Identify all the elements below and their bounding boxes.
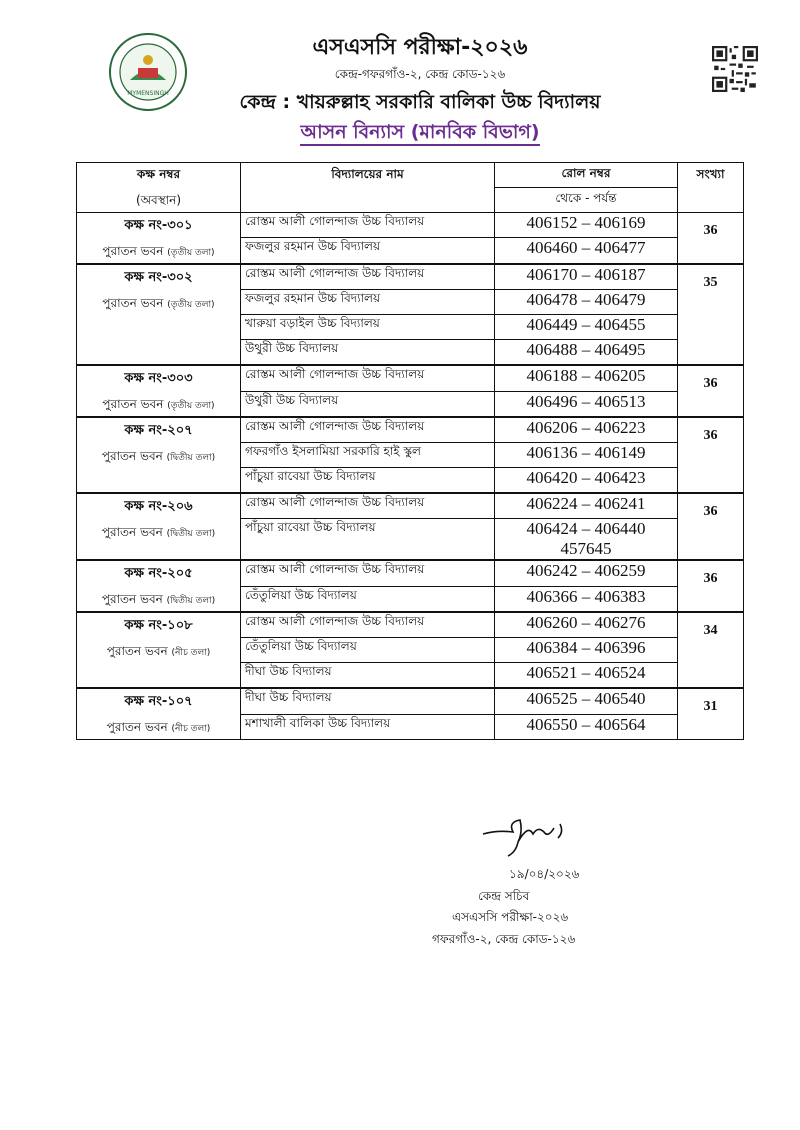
room-cell xyxy=(77,688,241,740)
room-number: কক্ষ নং-২০৬ xyxy=(124,499,193,514)
room-cell xyxy=(77,213,241,265)
roll-range xyxy=(495,238,678,264)
table-row xyxy=(77,688,744,714)
room-number: কক্ষ নং-১০৮ xyxy=(124,618,193,633)
roll-range xyxy=(495,213,678,238)
school-name: রোস্তম আলী গোলন্দাজ উচ্চ বিদ্যালয় xyxy=(241,560,495,586)
roll-range-text: 406188 – 406205 xyxy=(526,366,646,385)
table-row xyxy=(77,493,744,519)
roll-range-text: 406521 – 406524 xyxy=(526,663,646,682)
roll-range-text: 406496 – 406513 xyxy=(526,391,646,411)
room-number: কক্ষ নং-৩০৩ xyxy=(124,371,193,386)
table-row xyxy=(77,560,744,586)
center-name: কেন্দ্র : খায়রুল্লাহ সরকারি বালিকা উচ্চ বিদ্যালয় xyxy=(239,91,601,113)
signature xyxy=(478,812,578,862)
header-room-sub: (অবস্থান) xyxy=(135,193,182,207)
roll-range xyxy=(495,638,678,663)
room-building: পুরাতন ভবন xyxy=(101,525,163,539)
roll-range-text: 406525 – 406540 xyxy=(526,689,646,708)
school-name: রোস্তম আলী গোলন্দাজ উচ্চ বিদ্যালয় xyxy=(241,365,495,391)
room-building: পুরাতন ভবন xyxy=(102,244,164,258)
roll-range-text: 406260 – 406276 xyxy=(526,613,646,632)
table-row xyxy=(77,213,744,238)
room-cell xyxy=(77,560,241,612)
room-floor: (দ্বিতীয় তলা) xyxy=(166,453,216,463)
room-cell xyxy=(77,493,241,560)
school-name: রোস্তম আলী গোলন্দাজ উচ্চ বিদ্যালয় xyxy=(241,417,495,443)
roll-range xyxy=(495,612,678,638)
student-count: 31 xyxy=(678,688,744,740)
roll-range xyxy=(495,586,678,612)
student-count: 36 xyxy=(678,365,744,417)
room-location xyxy=(77,591,240,611)
room-cell xyxy=(77,264,241,365)
header-room xyxy=(77,163,241,213)
room-cell xyxy=(77,612,241,688)
school-name: পাঁচুয়া রাবেয়া উচ্চ বিদ্যালয় xyxy=(241,468,495,494)
seat-plan-table xyxy=(76,162,744,740)
logo-text: MYMENSINGH xyxy=(127,90,169,97)
roll-range xyxy=(495,560,678,586)
roll-range-text: 406449 – 406455 xyxy=(526,315,646,334)
school-name: তেঁতুলিয়া উচ্চ বিদ্যালয় xyxy=(241,638,495,663)
roll-range xyxy=(495,468,678,494)
room-cell xyxy=(77,417,241,493)
seat-plan-body xyxy=(77,213,744,740)
room-number: কক্ষ নং-৩০১ xyxy=(124,218,193,233)
seat-plan-heading-text: আসন বিন্যাস (মানবিক বিভাগ) xyxy=(300,121,539,146)
roll-extra: 457645 xyxy=(560,539,612,558)
seat-plan-heading xyxy=(20,118,800,150)
footer-date: ১৯/০৪/২০২৬ xyxy=(509,867,580,881)
school-name: দীঘা উচ্চ বিদ্যালয় xyxy=(241,688,495,714)
room-location xyxy=(77,643,240,663)
room-location xyxy=(77,719,240,739)
room-floor: (নীচ তলা) xyxy=(171,648,211,658)
roll-range-text: 406242 – 406259 xyxy=(526,561,646,580)
roll-range xyxy=(495,714,678,740)
roll-range xyxy=(495,315,678,340)
header-roll: রোল নম্বর xyxy=(495,163,678,188)
footer-exam: এসএসসি পরীক্ষা-২০২৬ xyxy=(452,910,569,924)
roll-range-text: 406460 – 406477 xyxy=(526,238,646,258)
room-cell xyxy=(77,365,241,417)
roll-range-text: 406224 – 406241 xyxy=(526,494,646,513)
room-building: পুরাতন ভবন xyxy=(106,644,168,658)
room-floor: (তৃতীয় তলা) xyxy=(167,248,215,258)
room-floor: (দ্বিতীয় তলা) xyxy=(166,529,216,539)
roll-range-text: 406488 – 406495 xyxy=(526,340,646,359)
roll-range-text: 406550 – 406564 xyxy=(526,714,646,734)
student-count: 36 xyxy=(678,493,744,560)
center-subtitle: কেন্দ্র-গফরগাঁও-২, কেন্দ্র কোড-১২৬ xyxy=(334,67,506,81)
room-location xyxy=(77,524,240,544)
footer-center-code: গফরগাঁও-২, কেন্দ্র কোড-১২৬ xyxy=(432,932,576,946)
roll-range xyxy=(495,493,678,519)
student-count: 35 xyxy=(678,264,744,365)
room-floor: (তৃতীয় তলা) xyxy=(167,401,215,411)
student-count: 34 xyxy=(678,612,744,688)
room-location xyxy=(77,448,240,468)
room-building: পুরাতন ভবন xyxy=(102,397,164,411)
room-location xyxy=(77,295,240,315)
roll-range xyxy=(495,443,678,468)
school-name: রোস্তম আলী গোলন্দাজ উচ্চ বিদ্যালয় xyxy=(241,264,495,290)
roll-range-text: 406206 – 406223 xyxy=(526,418,646,437)
table-row xyxy=(77,264,744,290)
school-name: ফজলুর রহমান উচ্চ বিদ্যালয় xyxy=(241,290,495,315)
table-row xyxy=(77,612,744,638)
header-room-label: কক্ষ নম্বর xyxy=(136,167,181,181)
room-building: পুরাতন ভবন xyxy=(101,449,163,463)
roll-range-text: 406170 – 406187 xyxy=(526,265,646,284)
roll-range-text: 406478 – 406479 xyxy=(526,290,646,309)
roll-range xyxy=(495,290,678,315)
school-name: উথুরী উচ্চ বিদ্যালয় xyxy=(241,391,495,417)
school-name: পাঁচুয়া রাবেয়া উচ্চ বিদ্যালয় xyxy=(241,519,495,561)
room-number: কক্ষ নং-৩০২ xyxy=(124,270,193,285)
table-row xyxy=(77,365,744,391)
room-floor: (তৃতীয় তলা) xyxy=(167,300,215,310)
student-count: 36 xyxy=(678,213,744,265)
student-count: 36 xyxy=(678,560,744,612)
header-count: সংখ্যা xyxy=(678,163,744,213)
student-count: 36 xyxy=(678,417,744,493)
roll-range xyxy=(495,688,678,714)
school-name: গফরগাঁও ইসলামিয়া সরকারি হাই স্কুল xyxy=(241,443,495,468)
roll-range-text: 406384 – 406396 xyxy=(526,638,646,657)
school-name: রোস্তম আলী গোলন্দাজ উচ্চ বিদ্যালয় xyxy=(241,612,495,638)
school-name: রোস্তম আলী গোলন্দাজ উচ্চ বিদ্যালয় xyxy=(241,213,495,238)
room-number: কক্ষ নং-২০৫ xyxy=(124,566,193,581)
school-name: খারুয়া বড়াইল উচ্চ বিদ্যালয় xyxy=(241,315,495,340)
roll-range xyxy=(495,340,678,366)
roll-range xyxy=(495,417,678,443)
roll-range xyxy=(495,264,678,290)
room-floor: (নীচ তলা) xyxy=(171,724,211,734)
school-name: উথুরী উচ্চ বিদ্যালয় xyxy=(241,340,495,366)
roll-range xyxy=(495,365,678,391)
roll-range xyxy=(495,519,678,561)
room-location xyxy=(77,396,240,416)
roll-range-text: 406152 – 406169 xyxy=(526,213,646,232)
school-name: তেঁতুলিয়া উচ্চ বিদ্যালয় xyxy=(241,586,495,612)
table-row xyxy=(77,417,744,443)
roll-range-text: 406420 – 406423 xyxy=(526,468,646,487)
roll-range-text: 406136 – 406149 xyxy=(526,443,646,462)
room-number: কক্ষ নং-১০৭ xyxy=(124,694,193,709)
exam-title: এসএসসি পরীক্ষা-২০২৬ xyxy=(312,35,528,60)
roll-range xyxy=(495,663,678,689)
school-name: রোস্তম আলী গোলন্দাজ উচ্চ বিদ্যালয় xyxy=(241,493,495,519)
room-building: পুরাতন ভবন xyxy=(102,296,164,310)
school-name: ফজলুর রহমান উচ্চ বিদ্যালয় xyxy=(241,238,495,264)
footer-designation: কেন্দ্র সচিব xyxy=(478,889,530,903)
room-location xyxy=(77,243,240,263)
roll-range-text: 406366 – 406383 xyxy=(526,586,646,606)
room-building: পুরাতন ভবন xyxy=(101,592,163,606)
school-name: দীঘা উচ্চ বিদ্যালয় xyxy=(241,663,495,689)
header-roll-sub: থেকে - পর্যন্ত xyxy=(495,188,678,213)
room-number: কক্ষ নং-২০৭ xyxy=(124,423,193,438)
roll-range-text: 406424 – 406440 xyxy=(526,519,646,538)
header-school: বিদ্যালয়ের নাম xyxy=(241,163,495,213)
school-name: মশাখালী বালিকা উচ্চ বিদ্যালয় xyxy=(241,714,495,740)
room-floor: (দ্বিতীয় তলা) xyxy=(166,596,216,606)
room-building: পুরাতন ভবন xyxy=(106,720,168,734)
roll-range xyxy=(495,391,678,417)
